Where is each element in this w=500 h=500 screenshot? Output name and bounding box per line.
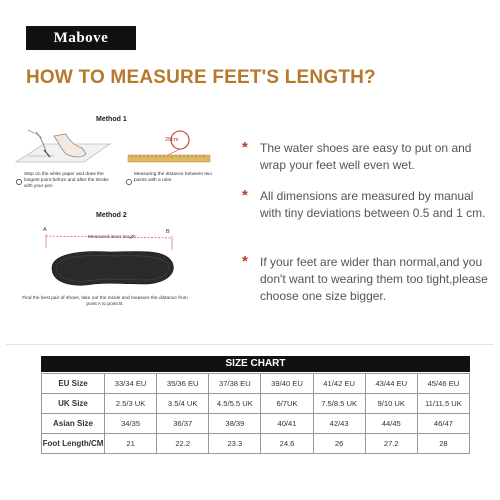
table-cell: 36/37 <box>157 414 209 434</box>
brand-logo: Mabove <box>26 26 136 50</box>
row-header: Asian Size <box>42 414 105 434</box>
table-cell: 28 <box>417 434 469 454</box>
step1-marker <box>16 172 22 190</box>
table-cell: 6/7UK <box>261 394 313 414</box>
asterisk-icon: * <box>242 253 248 270</box>
table-cell: 27.2 <box>365 434 417 454</box>
insole-illustration <box>40 232 180 292</box>
asterisk-icon: * <box>242 139 248 156</box>
point-b-label: B <box>166 229 170 235</box>
table-cell: 37/38 EU <box>209 374 261 394</box>
table-row <box>42 434 470 454</box>
table-row <box>42 374 470 394</box>
point-a-label: A <box>43 227 47 233</box>
page-title: HOW TO MEASURE FEET'S LENGTH? <box>26 67 376 88</box>
table-cell: 39/40 EU <box>261 374 313 394</box>
table-cell: 43/44 EU <box>365 374 417 394</box>
bullet-text: All dimensions are measured by manual with tiny deviations between 0.5 and 1 cm. <box>260 189 486 220</box>
table-cell: 3.5/4 UK <box>157 394 209 414</box>
table-cell: 4.5/5.5 UK <box>209 394 261 414</box>
table-row <box>42 414 470 434</box>
method1-step2-caption: Measuring the distance between two points with a ruler <box>134 172 212 183</box>
table-cell: 42/43 <box>313 414 365 434</box>
table-cell: 45/46 EU <box>417 374 469 394</box>
table-cell: 24.6 <box>261 434 313 454</box>
table-cell: 9/10 UK <box>365 394 417 414</box>
method2-caption: Find the best pair of shoes, take out the insole and measure the distance from point A to point B. <box>22 296 188 307</box>
size-chart-title: SIZE CHART <box>41 356 470 372</box>
table-cell: 22.2 <box>157 434 209 454</box>
bullet-text: If your feet are wider than normal,and you don't want to wearing them too tight,please choose one size bigger. <box>260 255 488 303</box>
row-header: Foot Length/CM <box>42 434 105 454</box>
table-cell: 34/35 <box>105 414 157 434</box>
table-cell: 33/34 EU <box>105 374 157 394</box>
row-header: EU Size <box>42 374 105 394</box>
ruler-value-label: 26cm <box>165 137 179 143</box>
method1-step1-caption: Step on the white paper and draw the longest point before and after the stroke with your pen <box>24 172 109 189</box>
measured-inner-length-label: Measured inner length <box>88 235 136 240</box>
foot-on-paper-illustration <box>14 128 114 170</box>
method2-title: Method 2 <box>96 212 127 219</box>
table-cell: 23.3 <box>209 434 261 454</box>
table-cell: 41/42 EU <box>313 374 365 394</box>
table-row <box>42 394 470 414</box>
table-cell: 2.5/3 UK <box>105 394 157 414</box>
table-cell: 35/36 EU <box>157 374 209 394</box>
table-cell: 40/41 <box>261 414 313 434</box>
row-header: UK Size <box>42 394 105 414</box>
table-cell: 11/11.5 UK <box>417 394 469 414</box>
table-cell: 21 <box>105 434 157 454</box>
table-cell: 44/45 <box>365 414 417 434</box>
table-cell: 7.5/8.5 UK <box>313 394 365 414</box>
table-cell: 26 <box>313 434 365 454</box>
table-cell: 46/47 <box>417 414 469 434</box>
method1-title: Method 1 <box>96 116 127 123</box>
table-cell: 38/39 <box>209 414 261 434</box>
size-chart-table <box>41 373 470 454</box>
asterisk-icon: * <box>242 187 248 204</box>
bullet-text: The water shoes are easy to put on and wrap your feet well even wet. <box>260 141 472 172</box>
ruler-measure-illustration <box>126 128 212 170</box>
step2-marker <box>126 172 132 190</box>
section-divider <box>6 344 494 345</box>
